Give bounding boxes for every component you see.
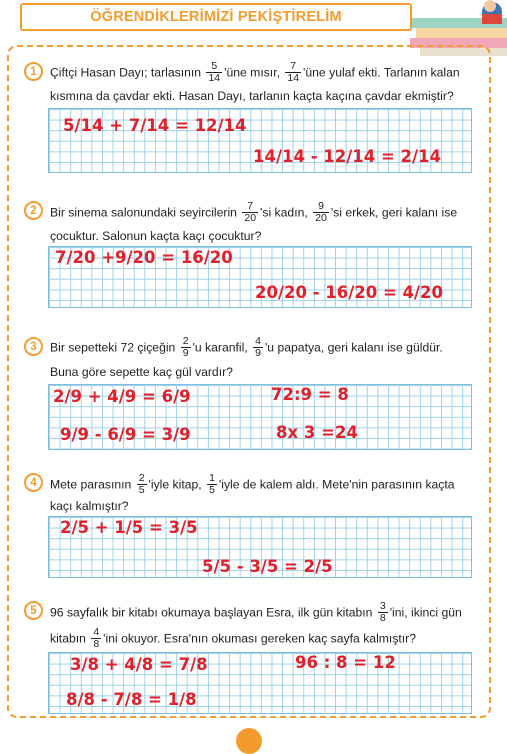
question-1-line-1: Çiftçi Hasan Dayı; tarlasının $\frac{5}{14}$ 'üne mısır, $\frac{7}{14}$ 'üne yulaf ekti. Tarlanın kalan [50, 60, 460, 84]
section-title: ÖĞRENDİKLERİMİZİ PEKİŞTİRELİM [90, 9, 342, 25]
question-3-line-2: Buna göre sepette kaç gül vardır? [50, 365, 233, 379]
fraction: $\frac{2}{5}$ [138, 472, 145, 496]
question-number-5: 5 [24, 601, 43, 620]
question-5-line-1: 96 sayfalık bir kitabı okumaya başlayan Esra, ilk gün kitabın $\frac{3}{8}$ 'ini, ikinci gün [50, 600, 462, 624]
handwritten-answer: 2/9 + 4/9 = 6/9 [53, 387, 191, 406]
handwritten-answer: 20/20 - 16/20 = 4/20 [255, 283, 444, 302]
fraction: $\frac{7}{14}$ [287, 60, 300, 84]
fraction: $\frac{5}{14}$ [208, 60, 221, 84]
handwritten-answer: 14/14 - 12/14 = 2/14 [253, 147, 442, 166]
handwritten-answer: 8/8 - 7/8 = 1/8 [66, 690, 197, 709]
question-2-line-2: çocuktur. Salonun kaçta kaçı çocuktur? [50, 229, 262, 243]
question-number-3: 3 [24, 337, 43, 356]
handwritten-answer: 3/8 + 4/8 = 7/8 [70, 655, 208, 674]
handwritten-answer: 2/5 + 1/5 = 3/5 [60, 518, 198, 537]
question-number-2: 2 [24, 201, 43, 220]
question-number-1: 1 [24, 62, 43, 81]
fraction: $\frac{9}{20}$ [315, 200, 327, 224]
fraction: $\frac{3}{8}$ [379, 600, 386, 624]
fraction: $\frac{1}{5}$ [209, 472, 215, 496]
fraction: $\frac{2}{9}$ [182, 335, 189, 359]
handwritten-answer: 9/9 - 6/9 = 3/9 [60, 425, 191, 444]
handwritten-answer: 5/14 + 7/14 = 12/14 [63, 116, 247, 135]
question-5-line-2: kitabın $\frac{4}{8}$ 'ini okuyor. Esra'nın okuması gereken kaç sayfa kalmıştır? [50, 626, 417, 650]
fraction: $\frac{4}{8}$ [93, 626, 100, 650]
section-header [20, 3, 412, 31]
question-4-line-2: kaçı kalmıştır? [50, 499, 129, 513]
fraction: $\frac{7}{20}$ [244, 200, 257, 224]
question-3-line-1: Bir sepetteki 72 çiçeğin $\frac{2}{9}$ 'u karanfil, $\frac{4}{9}$ 'u papatya, geri kalanı ise güldür. [50, 335, 443, 359]
handwritten-answer: 8x 3 =24 [276, 423, 358, 442]
handwritten-answer: 7/20 +9/20 = 16/20 [55, 248, 233, 267]
fraction: $\frac{4}{9}$ [255, 335, 261, 359]
question-number-4: 4 [24, 473, 43, 492]
page-number-marker [236, 728, 262, 754]
question-1-line-2: kısmına da çavdar ekti. Hasan Dayı, tarlanın kaçta kaçına çavdar ekmiştir? [50, 89, 454, 103]
question-4-line-1: Mete parasının $\frac{2}{5}$ 'iyle kitap, $\frac{1}{5}$ 'iyle de kalem aldı. Mete'nin parasının kaçta [50, 472, 455, 496]
question-2-line-1: Bir sinema salonundaki seyircilerin $\frac{7}{20}$ 'si kadın, $\frac{9}{20}$ 'si erkek, geri kalanı ise [50, 200, 458, 224]
handwritten-answer: 96 : 8 = 12 [295, 653, 396, 672]
handwritten-answer: 5/5 - 3/5 = 2/5 [202, 557, 333, 576]
handwritten-answer: 72:9 = 8 [271, 385, 349, 404]
